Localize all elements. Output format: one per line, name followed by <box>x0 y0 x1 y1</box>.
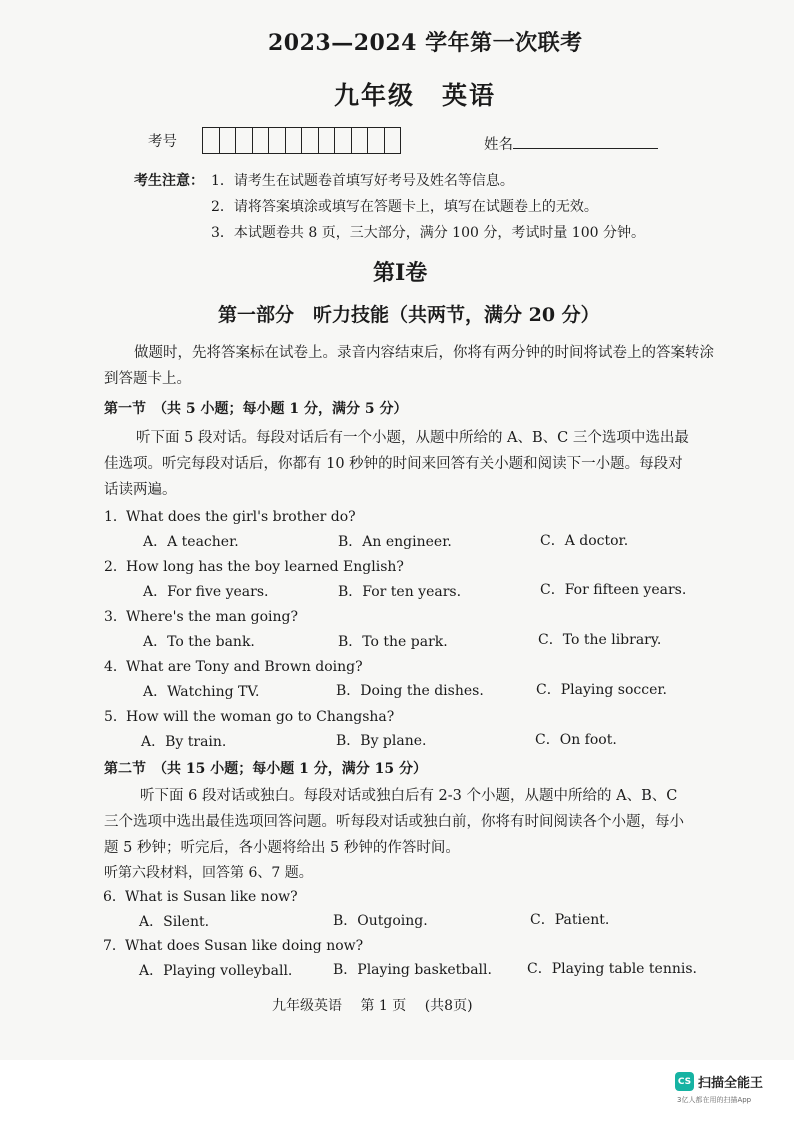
option-c[interactable]: C．Playing soccer. <box>536 682 667 698</box>
exam-no-label: 考号 <box>148 134 177 150</box>
option-b[interactable]: B．Doing the dishes. <box>336 683 484 699</box>
scanner-logo <box>675 1072 763 1091</box>
option-a[interactable]: A．To the bank. <box>143 634 255 650</box>
exam-no-boxes[interactable] <box>202 127 401 154</box>
scanner-app-name: 扫描全能王 <box>698 1076 764 1091</box>
part1-instructions: 做题时，先将答案标在试卷上。录音内容结束后，你将有两分钟的时间将试卷上的答案转涂到答题卡上。 <box>104 345 714 387</box>
volume-title: 第Ⅰ卷 <box>373 260 428 286</box>
option-a[interactable]: A．A teacher. <box>143 534 239 550</box>
section1-title: 第一节 （共 5 小题；每小题 1 分，满分 5 分） <box>104 401 408 417</box>
name-field[interactable] <box>513 130 658 149</box>
option-a[interactable]: A．Silent. <box>139 914 210 930</box>
subject-title: 九年级 英语 <box>334 81 497 110</box>
question-6: 6．What is Susan like now? <box>103 889 298 905</box>
cs-logo-icon: CS <box>675 1072 694 1091</box>
page-footer: 九年级英语 第 1 页 (共8页) <box>272 998 473 1014</box>
option-b[interactable]: B．An engineer. <box>338 534 452 550</box>
section2-instructions: 听下面 6 段对话或独白。每段对话或独白后有 2-3 个小题，从题中所给的 A、B、C 三个选项中选出最佳选项回答问题。听每段对话或独白前，你将有时间阅读各个小题，每小题 5 秒钟；听完后，各小题将给出 5 秒钟的作答时间。 <box>104 788 684 856</box>
option-b[interactable]: B．By plane. <box>336 733 427 749</box>
question-2: 2．How long has the boy learned English? <box>104 559 404 575</box>
exam-title: 2023—2024 学年第一次联考 <box>268 30 583 56</box>
option-b[interactable]: B．For ten years. <box>338 584 462 600</box>
question-4: 4．What are Tony and Brown doing? <box>104 659 363 675</box>
question-3: 3．Where's the man going? <box>104 609 298 625</box>
option-b[interactable]: B．To the park. <box>338 634 448 650</box>
material-note: 听第六段材料，回答第 6、7 题。 <box>104 865 313 881</box>
notice-item: 1．请考生在试题卷首填写好考号及姓名等信息。 <box>211 173 514 189</box>
option-b[interactable]: B．Playing basketball. <box>333 962 492 978</box>
notice-label: 考生注意： <box>134 173 204 189</box>
notice-item: 2．请将答案填涂或填写在答题卡上，填写在试题卷上的无效。 <box>211 199 598 215</box>
notice-item: 3．本试题卷共 8 页，三大部分，满分 100 分，考试时量 100 分钟。 <box>211 225 645 241</box>
option-a[interactable]: A．For five years. <box>143 584 269 600</box>
option-b[interactable]: B．Outgoing. <box>333 913 428 929</box>
question-7: 7．What does Susan like doing now? <box>103 938 364 954</box>
question-5: 5．How will the woman go to Changsha? <box>104 709 395 725</box>
question-1: 1．What does the girl's brother do? <box>104 509 356 525</box>
option-c[interactable]: C．On foot. <box>535 732 617 748</box>
option-c[interactable]: C．For fifteen years. <box>540 582 687 598</box>
option-c[interactable]: C．Patient. <box>530 912 610 928</box>
scanner-tagline: 3亿人都在用的扫描App <box>677 1096 752 1104</box>
section2-title: 第二节 （共 15 小题；每小题 1 分，满分 15 分） <box>104 761 427 777</box>
option-c[interactable]: C．A doctor. <box>540 533 629 549</box>
name-label: 姓名 <box>484 130 658 154</box>
option-c[interactable]: C．Playing table tennis. <box>527 961 697 977</box>
option-a[interactable]: A．By train. <box>141 734 227 750</box>
section1-instructions: 听下面 5 段对话。每段对话后有一个小题，从题中所给的 A、B、C 三个选项中选出最佳选项。听完每段对话后，你都有 10 秒钟的时间来回答有关小题和阅读下一小题。每段对话读两遍。 <box>104 430 689 498</box>
option-a[interactable]: A．Playing volleyball. <box>139 963 293 979</box>
option-c[interactable]: C．To the library. <box>538 632 662 648</box>
part1-title: 第一部分 听力技能（共两节，满分 20 分） <box>218 304 600 326</box>
option-a[interactable]: A．Watching TV. <box>143 684 260 700</box>
